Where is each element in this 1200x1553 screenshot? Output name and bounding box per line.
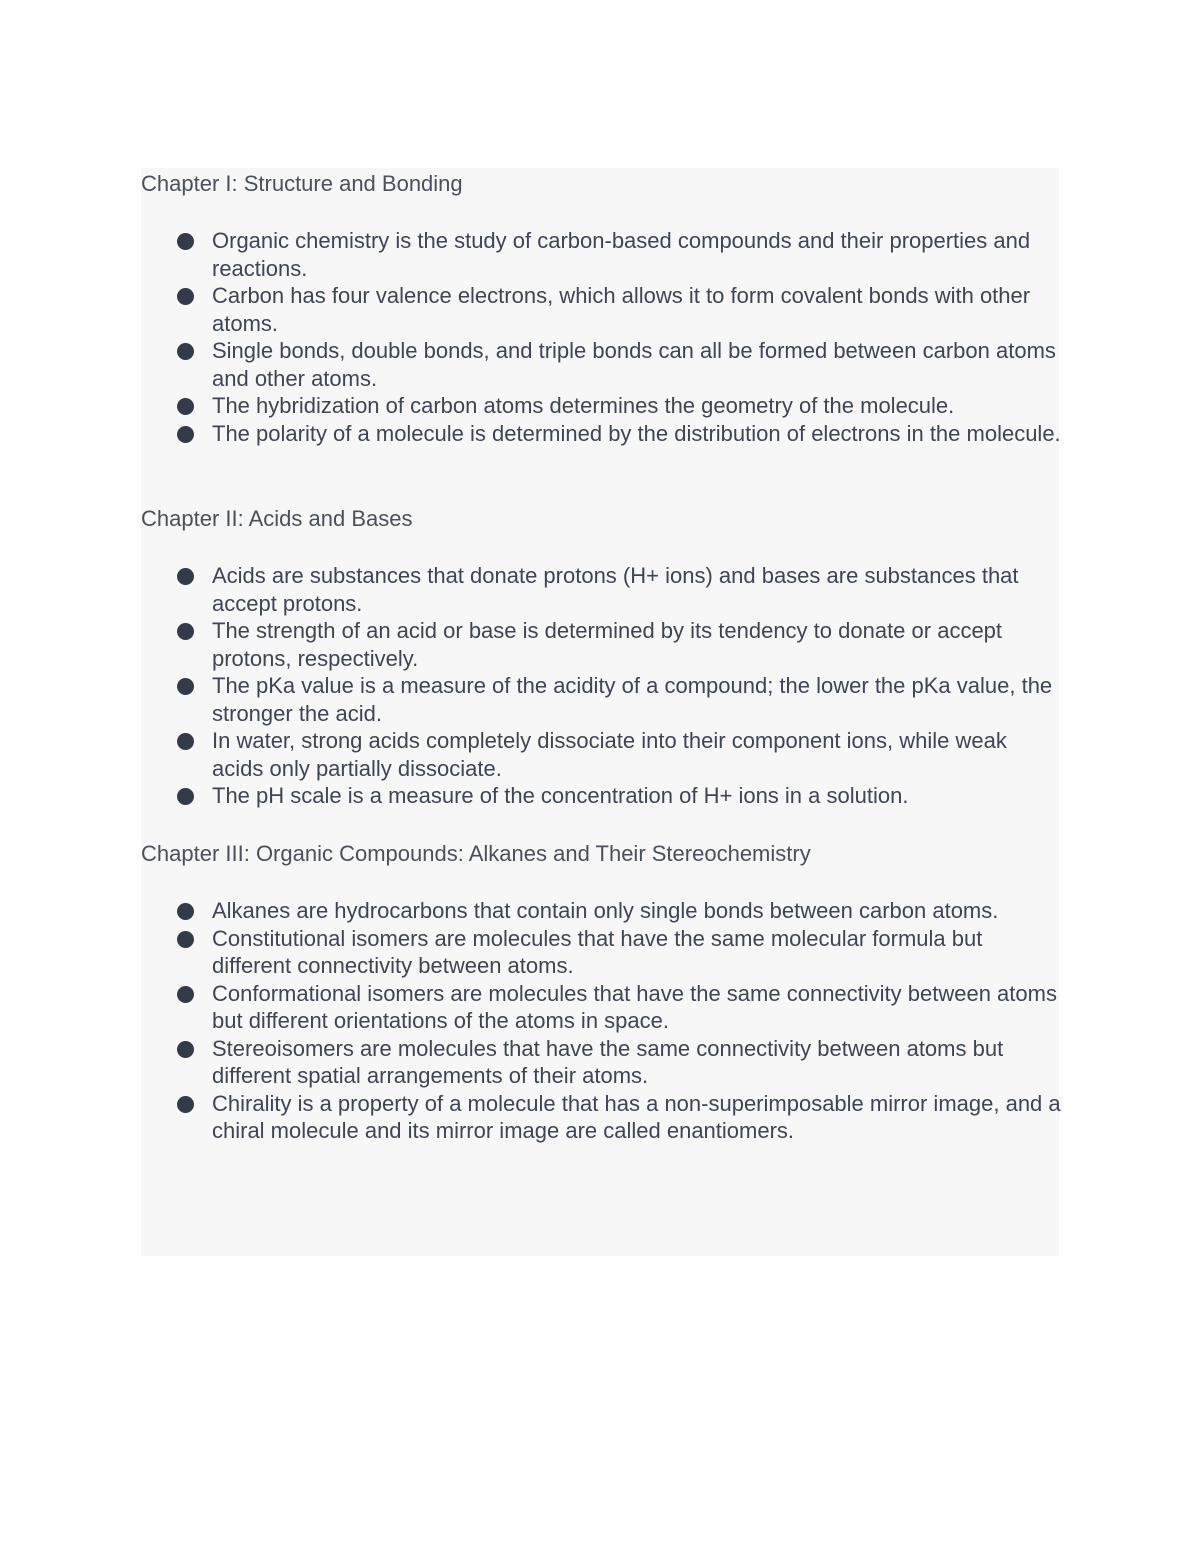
bullet-text: The hybridization of carbon atoms determines the geometry of the molecule.	[212, 393, 955, 418]
bullet-text: Chirality is a property of a molecule that has a non-superimposable mirror image, and a chiral molecule and its mirror image are called enantiomers.	[212, 1090, 1061, 1143]
bullet-text: The strength of an acid or base is determined by its tendency to donate or accept protons, respectively.	[212, 618, 1003, 671]
list-item	[141, 392, 1061, 420]
chapter-heading: Chapter II: Acids and Bases	[141, 506, 413, 531]
chapter-heading: Chapter I: Structure and Bonding	[141, 171, 463, 196]
bullet-list	[141, 562, 1061, 810]
bullet-icon	[177, 733, 194, 750]
bullet-icon	[177, 788, 194, 805]
list-item	[141, 897, 1061, 925]
bullet-icon	[177, 678, 194, 695]
chapter-section-2	[141, 504, 1061, 810]
list-item	[141, 782, 1061, 810]
bullet-text: Carbon has four valence electrons, which allows it to form covalent bonds with other atoms.	[212, 283, 1031, 336]
bullet-icon	[177, 568, 194, 585]
chapter-section-3	[141, 839, 1061, 1145]
list-item	[141, 227, 1061, 282]
list-item	[141, 980, 1061, 1035]
bullet-text: Stereoisomers are molecules that have the same connectivity between atoms but different spatial arrangements of their atoms.	[212, 1035, 1004, 1088]
bullet-text: The pH scale is a measure of the concentration of H+ ions in a solution.	[212, 783, 909, 808]
bullet-icon	[177, 343, 194, 360]
bullet-text: Constitutional isomers are molecules that have the same molecular formula but different connectivity between atoms.	[212, 925, 983, 978]
bullet-icon	[177, 233, 194, 250]
list-item	[141, 727, 1061, 782]
bullet-list	[141, 227, 1061, 447]
bullet-text: Organic chemistry is the study of carbon-based compounds and their properties and reactions.	[212, 228, 1031, 281]
bullet-icon	[177, 288, 194, 305]
list-item	[141, 1090, 1061, 1145]
bullet-icon	[177, 1096, 194, 1113]
bullet-text: The pKa value is a measure of the acidity of a compound; the lower the pKa value, the stronger the acid.	[212, 673, 1053, 726]
bullet-text: In water, strong acids completely dissociate into their component ions, while weak acids only partially dissociate.	[212, 728, 1007, 781]
bullet-text: Conformational isomers are molecules that have the same connectivity between atoms but different orientations of the atoms in space.	[212, 980, 1057, 1033]
chapter-section-1	[141, 169, 1061, 447]
bullet-text: Acids are substances that donate protons (H+ ions) and bases are substances that accept protons.	[212, 563, 1019, 616]
bullet-text: The polarity of a molecule is determined by the distribution of electrons in the molecule.	[212, 420, 1061, 446]
list-item	[141, 672, 1061, 727]
bullet-icon	[177, 931, 194, 948]
list-item	[141, 1035, 1061, 1090]
list-item	[141, 337, 1061, 392]
bullet-icon	[177, 426, 194, 443]
list-item	[141, 282, 1061, 337]
bullet-icon	[177, 398, 194, 415]
bullet-text: Single bonds, double bonds, and triple bonds can all be formed between carbon atoms and other atoms.	[212, 338, 1056, 391]
chapter-heading: Chapter III: Organic Compounds: Alkanes and Their Stereochemistry	[141, 841, 811, 866]
bullet-text: Alkanes are hydrocarbons that contain only single bonds between carbon atoms.	[212, 898, 999, 923]
list-item	[141, 562, 1061, 617]
bullet-icon	[177, 623, 194, 640]
list-item	[141, 420, 1061, 448]
bullet-list	[141, 897, 1061, 1145]
bullet-icon	[177, 986, 194, 1003]
list-item	[141, 617, 1061, 672]
bullet-icon	[177, 1041, 194, 1058]
bullet-icon	[177, 903, 194, 920]
list-item	[141, 925, 1061, 980]
